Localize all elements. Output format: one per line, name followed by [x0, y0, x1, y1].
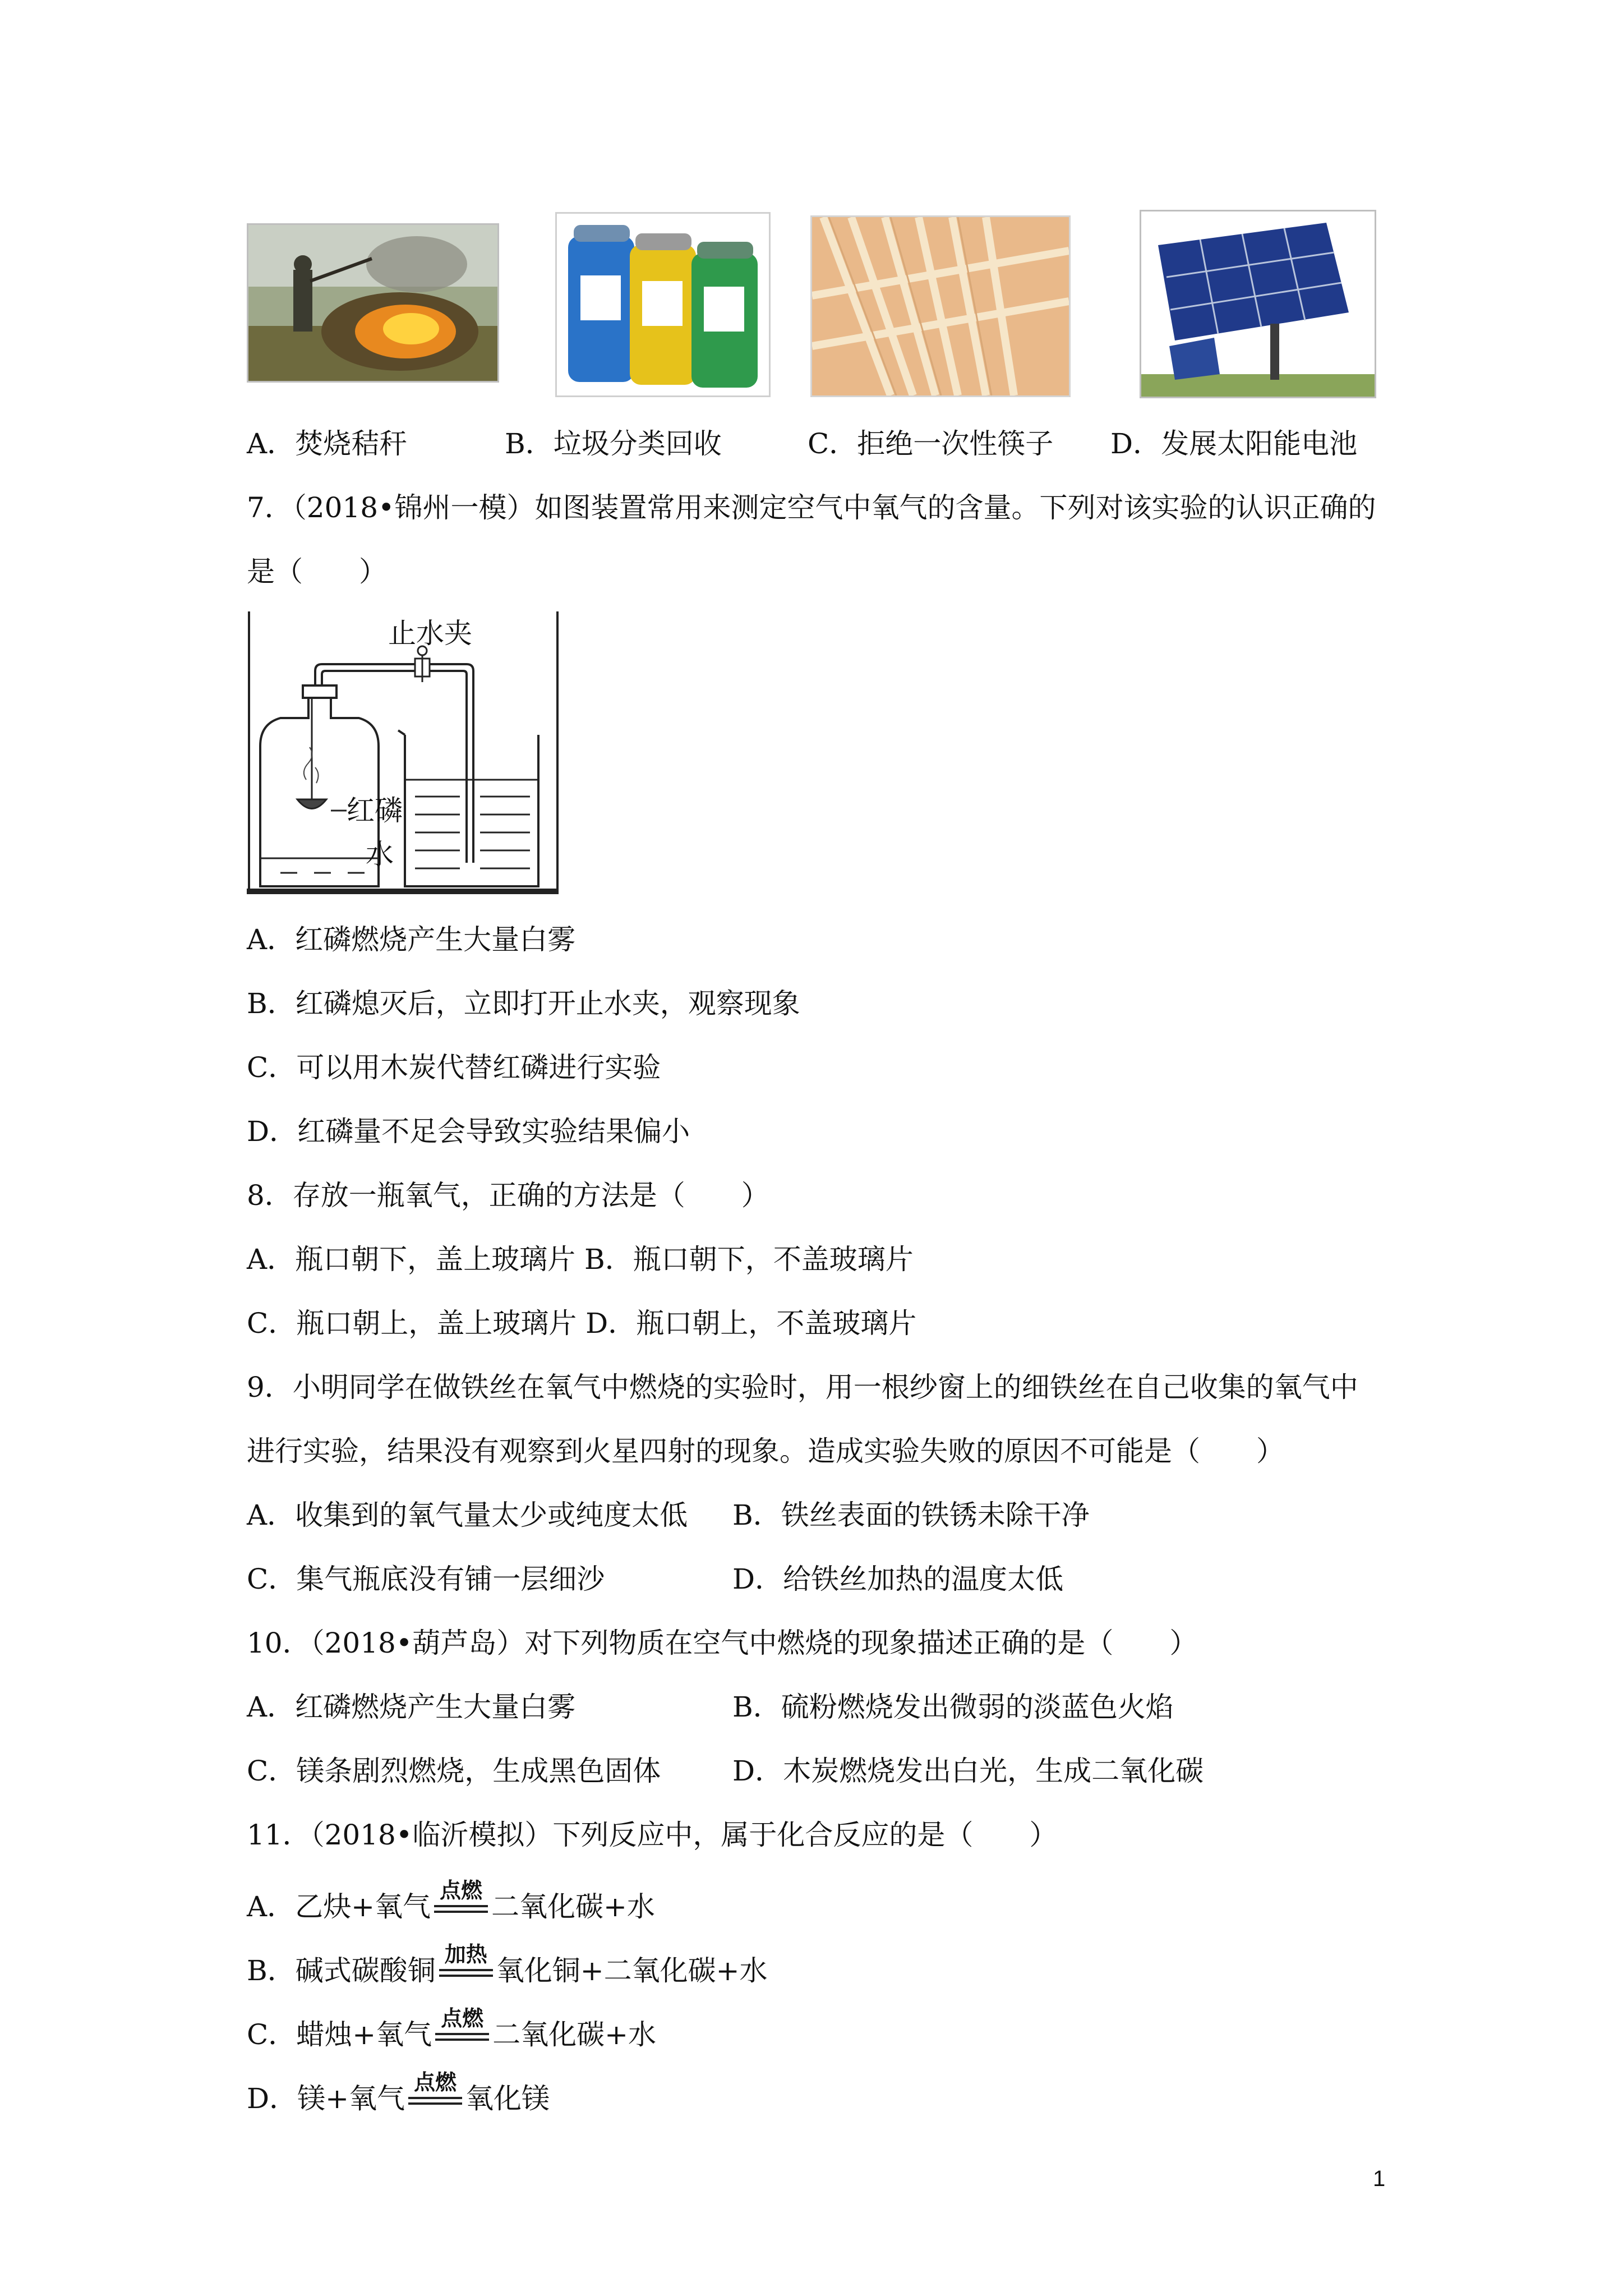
q7-stem-line1: 7．（2018•锦州一模）如图装置常用来测定空气中氧气的含量。下列对该实验的认识正确的	[247, 491, 1376, 524]
q11-d-products: 氧化镁	[465, 2082, 550, 2115]
q7-option-c: C．可以用木炭代替红磷进行实验	[247, 1051, 661, 1084]
q11-c-products: 二氧化碳+水	[492, 2018, 657, 2051]
reaction-condition: 点燃	[413, 2070, 457, 2095]
reaction-arrow	[433, 2006, 491, 2044]
q11-option-d	[247, 2070, 550, 2116]
reaction-arrow	[432, 1878, 490, 1916]
q11-a-products: 二氧化碳+水	[491, 1890, 655, 1923]
q6-option-c: C．拒绝一次性筷子	[808, 427, 1054, 460]
q10-stem: 10．（2018•葫芦岛）对下列物质在空气中燃烧的现象描述正确的是（ ）	[247, 1627, 1198, 1659]
q7-option-d: D．红磷量不足会导致实验结果偏小	[247, 1115, 690, 1148]
q6-option-b: B．垃圾分类回收	[505, 427, 722, 460]
q7-option-b: B．红磷熄灭后，立即打开止水夹，观察现象	[247, 987, 800, 1020]
q11-stem: 11．（2018•临沂模拟）下列反应中，属于化合反应的是（ ）	[247, 1819, 1058, 1851]
q11-option-a	[247, 1878, 655, 1924]
apparatus-diagram	[247, 611, 561, 898]
q9-option-d: D．给铁丝加热的温度太低	[732, 1563, 1064, 1595]
q11-b-products: 氧化铜+二氧化碳+水	[496, 1954, 768, 1987]
page-number: 1	[1373, 2166, 1386, 2191]
reaction-condition: 点燃	[440, 1878, 483, 1903]
reaction-condition: 加热	[444, 1942, 487, 1967]
q9-stem-line1: 9．小明同学在做铁丝在氧气中燃烧的实验时，用一根纱窗上的细铁丝在自己收集的氧气中	[247, 1371, 1358, 1404]
water-label: 水	[366, 838, 394, 871]
q6-option-d: D．发展太阳能电池	[1110, 427, 1358, 460]
q9-option-b: B．铁丝表面的铁锈未除干净	[732, 1499, 1090, 1531]
q8-stem: 8．存放一瓶氧气，正确的方法是（ ）	[247, 1179, 769, 1212]
chopsticks-image	[810, 215, 1071, 397]
q11-c-reactants: C．蜡烛+氧气	[247, 2018, 432, 2051]
q11-a-reactants: A．乙炔+氧气	[247, 1890, 431, 1923]
burning-straw-image	[247, 223, 499, 383]
recycling-bins-image	[555, 212, 771, 397]
apparatus-figure	[247, 611, 561, 898]
q8-options-cd: C．瓶口朝上，盖上玻璃片 D．瓶口朝上，不盖玻璃片	[247, 1307, 917, 1340]
q11-option-b	[247, 1942, 768, 1988]
q8-options-ab: A．瓶口朝下，盖上玻璃片 B．瓶口朝下，不盖玻璃片	[247, 1243, 914, 1276]
q7-stem-line2: 是（ ）	[247, 555, 387, 588]
phosphorus-label: 红磷	[347, 794, 403, 827]
reaction-arrow	[406, 2070, 464, 2108]
q7-option-a: A．红磷燃烧产生大量白雾	[247, 923, 576, 956]
q9-option-a: A．收集到的氧气量太少或纯度太低	[247, 1499, 688, 1531]
q10-option-d: D．木炭燃烧发出白光，生成二氧化碳	[732, 1755, 1204, 1787]
q11-d-reactants: D．镁+氧气	[247, 2082, 405, 2115]
q10-option-b: B．硫粉燃烧发出微弱的淡蓝色火焰	[732, 1691, 1174, 1723]
q11-option-c	[247, 2006, 657, 2052]
clamp-label: 止水夹	[388, 617, 472, 650]
reaction-arrow	[437, 1942, 495, 1980]
q10-option-a: A．红磷燃烧产生大量白雾	[247, 1691, 576, 1723]
q11-b-reactants: B．碱式碳酸铜	[247, 1954, 436, 1987]
q9-option-c: C．集气瓶底没有铺一层细沙	[247, 1563, 605, 1595]
reaction-condition: 点燃	[441, 2006, 484, 2031]
q6-option-a: A．焚烧秸秆	[247, 427, 408, 460]
solar-panel-image	[1140, 210, 1376, 398]
q9-stem-line2: 进行实验，结果没有观察到火星四射的现象。造成实验失败的原因不可能是（ ）	[247, 1435, 1284, 1467]
q10-option-c: C．镁条剧烈燃烧，生成黑色固体	[247, 1755, 661, 1787]
